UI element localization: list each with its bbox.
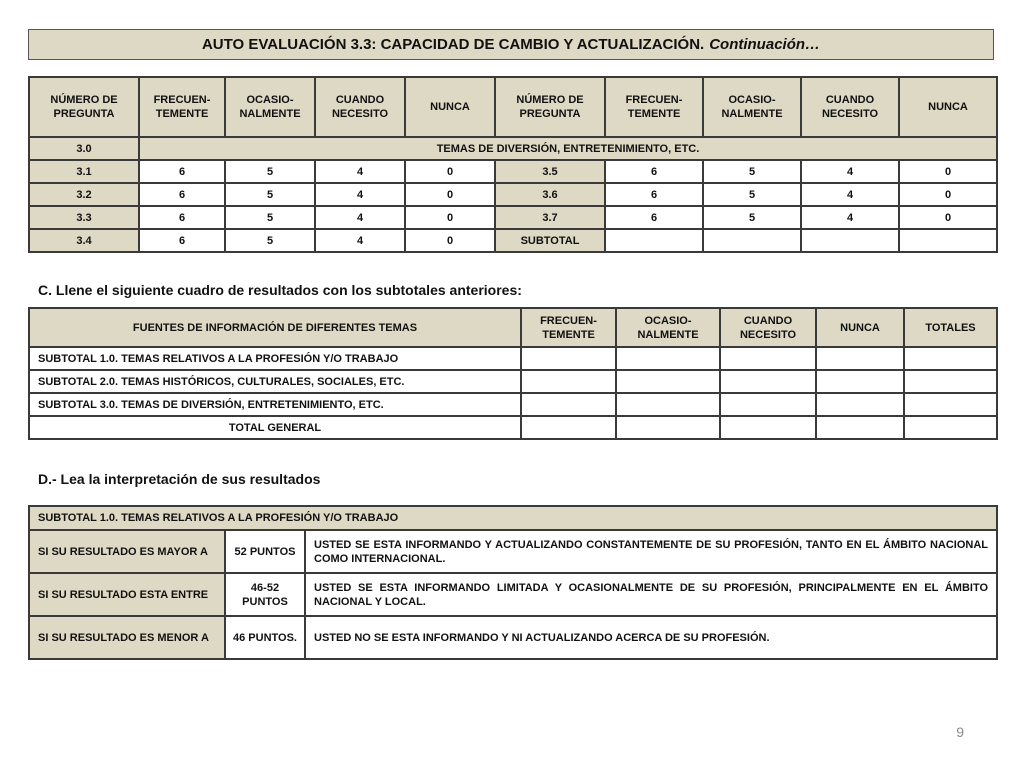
score-cell: 4 [315,160,405,183]
table-row [29,573,997,616]
row-label: SUBTOTAL 2.0. TEMAS HISTÓRICOS, CULTURALES, SOCIALES, ETC. [29,370,521,393]
score-cell: 6 [605,160,703,183]
input-cell[interactable] [616,416,720,439]
subtotal-input-cell[interactable] [899,229,997,252]
score-cell: 5 [225,206,315,229]
subtotal-input-cell[interactable] [801,229,899,252]
input-cell[interactable] [616,370,720,393]
score-cell: 6 [139,229,225,252]
input-cell[interactable] [521,370,616,393]
table-row [29,347,997,370]
score-cell: 4 [801,183,899,206]
table-header-row [29,77,997,137]
row-label: SUBTOTAL 1.0. TEMAS RELATIVOS A LA PROFESIÓN Y/O TRABAJO [29,347,521,370]
score-cell: 0 [405,229,495,252]
question-number: 3.3 [29,206,139,229]
points-cell: 52 PUNTOS [225,530,305,573]
subtotal-input-cell[interactable] [605,229,703,252]
score-cell: 5 [703,183,801,206]
score-cell: 6 [139,160,225,183]
score-cell: 4 [801,160,899,183]
score-cell: 4 [315,229,405,252]
table-row [29,393,997,416]
score-cell: 5 [703,206,801,229]
question-number: 3.2 [29,183,139,206]
row-label: SUBTOTAL 3.0. TEMAS DE DIVERSIÓN, ENTRETENIMIENTO, ETC. [29,393,521,416]
score-cell: 0 [405,160,495,183]
score-cell: 0 [405,183,495,206]
header-cell: OCASIO- NALMENTE [225,77,315,137]
header-cell: TOTALES [904,308,997,347]
header-cell: NÚMERO DE PREGUNTA [29,77,139,137]
subtotal-label: SUBTOTAL [495,229,605,252]
points-cell: 46 PUNTOS. [225,616,305,659]
section-number: 3.0 [29,137,139,160]
score-cell: 5 [225,183,315,206]
input-cell[interactable] [904,393,997,416]
total-label: TOTAL GENERAL [29,416,521,439]
input-cell[interactable] [816,393,904,416]
header-cell: NUNCA [816,308,904,347]
header-cell: FRECUEN- TEMENTE [139,77,225,137]
input-cell[interactable] [720,370,816,393]
score-cell: 6 [605,183,703,206]
input-cell[interactable] [616,393,720,416]
results-table [28,307,998,440]
interpretation-text: USTED SE ESTA INFORMANDO LIMITADA Y OCASIONALMENTE DE SU PROFESIÓN, PRINCIPALMENTE EN EL ÁMBITO NACIONAL Y LOCAL. [305,573,997,616]
interpretation-text: USTED SE ESTA INFORMANDO Y ACTUALIZANDO CONSTANTEMENTE DE SU PROFESIÓN, TANTO EN EL ÁMBITO NACIONAL COMO INTERNACIONAL. [305,530,997,573]
total-row [29,416,997,439]
header-cell: CUANDO NECESITO [720,308,816,347]
interpretation-table [28,505,998,660]
section-row [29,137,997,160]
input-cell[interactable] [816,347,904,370]
table-row [29,530,997,573]
score-cell: 6 [139,183,225,206]
table-row [29,183,997,206]
condition-cell: SI SU RESULTADO ES MAYOR A [29,530,225,573]
question-number: 3.1 [29,160,139,183]
input-cell[interactable] [904,347,997,370]
score-cell: 4 [315,183,405,206]
score-cell: 0 [405,206,495,229]
input-cell[interactable] [521,347,616,370]
interpretation-header: SUBTOTAL 1.0. TEMAS RELATIVOS A LA PROFESIÓN Y/O TRABAJO [29,506,997,530]
header-cell: FRECUEN- TEMENTE [605,77,703,137]
points-cell: 46-52 PUNTOS [225,573,305,616]
interpretation-text: USTED NO SE ESTA INFORMANDO Y NI ACTUALIZANDO ACERCA DE SU PROFESIÓN. [305,616,997,659]
title-main: AUTO EVALUACIÓN 3.3: CAPACIDAD DE CAMBIO Y ACTUALIZACIÓN. [201,36,705,53]
table-row [29,229,997,252]
input-cell[interactable] [720,416,816,439]
table-row [29,160,997,183]
score-cell: 5 [225,229,315,252]
score-cell: 5 [225,160,315,183]
table-header-row [29,506,997,530]
condition-cell: SI SU RESULTADO ESTA ENTRE [29,573,225,616]
input-cell[interactable] [904,416,997,439]
section-c-label: C. Llene el siguiente cuadro de resultados con los subtotales anteriores: [38,282,522,298]
section-title: TEMAS DE DIVERSIÓN, ENTRETENIMIENTO, ETC. [139,137,997,160]
question-number: 3.7 [495,206,605,229]
header-cell: NÚMERO DE PREGUNTA [495,77,605,137]
score-cell: 5 [703,160,801,183]
score-cell: 6 [605,206,703,229]
table-row [29,370,997,393]
title-continuation: Continuación… [709,36,821,53]
table-row [29,206,997,229]
section-d-label: D.- Lea la interpretación de sus resultados [38,471,321,487]
page-number: 9 [956,724,964,740]
header-cell: FUENTES DE INFORMACIÓN DE DIFERENTES TEMAS [29,308,521,347]
question-number: 3.6 [495,183,605,206]
header-cell: CUANDO NECESITO [801,77,899,137]
score-cell: 0 [899,160,997,183]
score-cell: 6 [139,206,225,229]
input-cell[interactable] [816,416,904,439]
header-cell: NUNCA [405,77,495,137]
input-cell[interactable] [720,347,816,370]
header-cell: FRECUEN- TEMENTE [521,308,616,347]
score-cell: 4 [801,206,899,229]
header-cell: NUNCA [899,77,997,137]
score-cell: 0 [899,183,997,206]
input-cell[interactable] [720,393,816,416]
input-cell[interactable] [904,370,997,393]
subtotal-input-cell[interactable] [703,229,801,252]
page-title [28,29,994,60]
header-cell: OCASIO- NALMENTE [616,308,720,347]
question-number: 3.4 [29,229,139,252]
input-cell[interactable] [616,347,720,370]
question-number: 3.5 [495,160,605,183]
input-cell[interactable] [816,370,904,393]
evaluation-table [28,76,998,253]
table-header-row [29,308,997,347]
score-cell: 0 [899,206,997,229]
input-cell[interactable] [521,416,616,439]
table-row [29,616,997,659]
score-cell: 4 [315,206,405,229]
condition-cell: SI SU RESULTADO ES MENOR A [29,616,225,659]
header-cell: CUANDO NECESITO [315,77,405,137]
input-cell[interactable] [521,393,616,416]
header-cell: OCASIO- NALMENTE [703,77,801,137]
